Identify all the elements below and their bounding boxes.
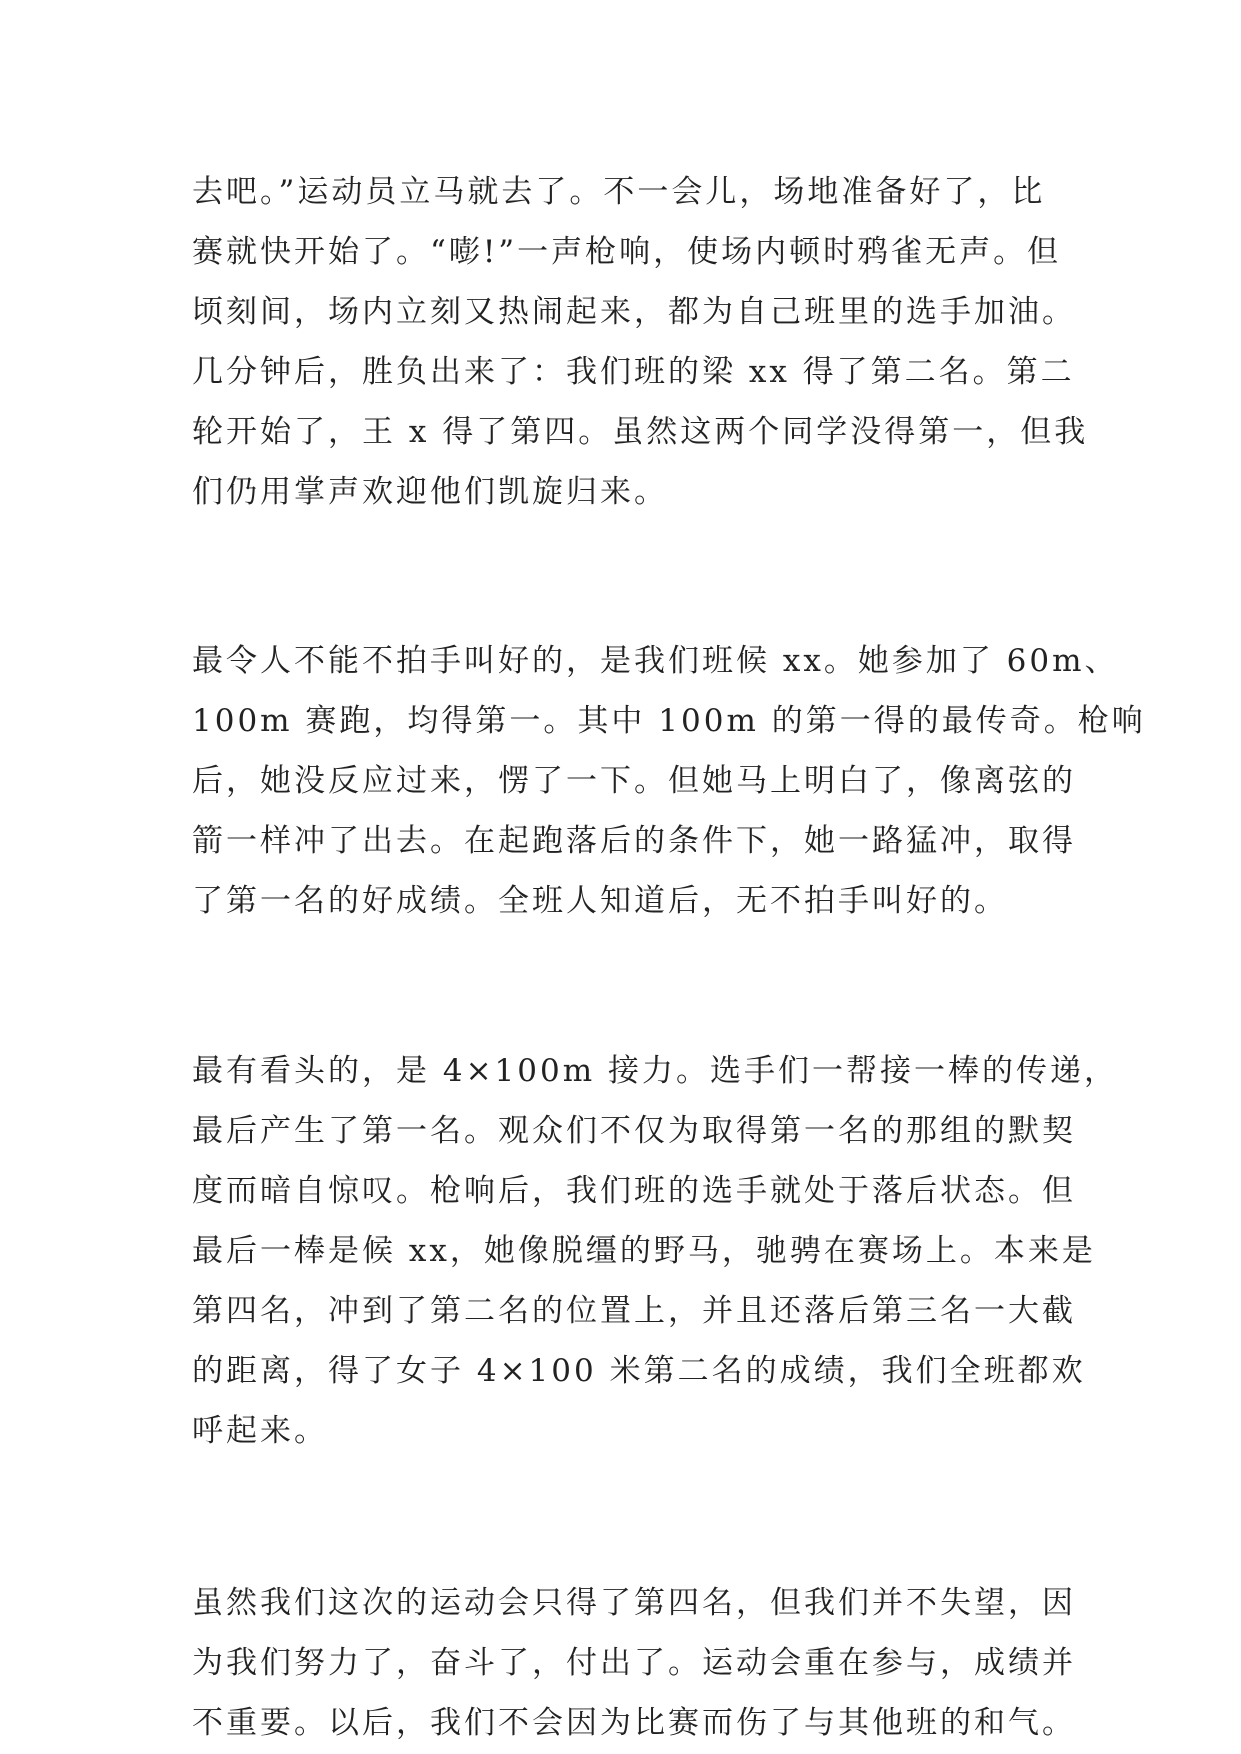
paragraph-spacer	[192, 522, 1072, 631]
text-line: 为我们努力了，奋斗了，付出了。运动会重在参与，成绩并	[192, 1645, 1076, 1681]
text-line: 箭一样冲了出去。在起跑落后的条件下，她一路猛冲，取得	[192, 823, 1076, 859]
text-line: 第四名，冲到了第二名的位置上，并且还落后第三名一大截	[192, 1293, 1076, 1329]
text-line: 去吧。”运动员立马就去了。不一会儿，场地准备好了，比	[192, 174, 1046, 210]
text-line: 轮开始了，王 x 得了第四。虽然这两个同学没得第一，但我	[192, 414, 1089, 450]
paragraph-spacer	[192, 931, 1072, 1041]
text-line: 们仍用掌声欢迎他们凯旋归来。	[192, 474, 668, 510]
text-line: 最后一棒是候 xx，她像脱缰的野马，驰骋在赛场上。本来是	[192, 1233, 1096, 1269]
text-line: 不重要。以后，我们不会因为比赛而伤了与其他班的和气。	[192, 1705, 1076, 1741]
paragraph-2	[192, 631, 1146, 931]
text-line: 了第一名的好成绩。全班人知道后，无不拍手叫好的。	[192, 883, 1008, 919]
text-line: 100m 赛跑，均得第一。其中 100m 的第一得的最传奇。枪响	[192, 703, 1146, 739]
text-line: 呼起来。	[192, 1413, 328, 1449]
text-line: 最令人不能不拍手叫好的，是我们班候 xx。她参加了 60m、	[192, 643, 1119, 679]
paragraph-4	[192, 1573, 1076, 1753]
text-line: 虽然我们这次的运动会只得了第四名，但我们并不失望，因	[192, 1585, 1076, 1621]
text-line: 度而暗自惊叹。枪响后，我们班的选手就处于落后状态。但	[192, 1173, 1076, 1209]
text-line: 几分钟后，胜负出来了：我们班的梁 xx 得了第二名。第二	[192, 354, 1075, 390]
text-line: 顷刻间，场内立刻又热闹起来，都为自己班里的选手加油。	[192, 294, 1076, 330]
text-line: 最有看头的，是 4×100m 接力。选手们一帮接一棒的传递，	[192, 1053, 1118, 1089]
document-body	[192, 162, 1146, 1753]
text-line: 最后产生了第一名。观众们不仅为取得第一名的那组的默契	[192, 1113, 1076, 1149]
text-line: 赛就快开始了。“嘭!”一声枪响，使场内顿时鸦雀无声。但	[192, 234, 1062, 270]
text-line: 后，她没反应过来，愣了一下。但她马上明白了，像离弦的	[192, 763, 1076, 799]
text-line: 的距离，得了女子 4×100 米第二名的成绩，我们全班都欢	[192, 1353, 1086, 1389]
paragraph-1	[192, 162, 1089, 522]
paragraph-3	[192, 1041, 1118, 1461]
paragraph-spacer	[192, 1461, 1072, 1573]
